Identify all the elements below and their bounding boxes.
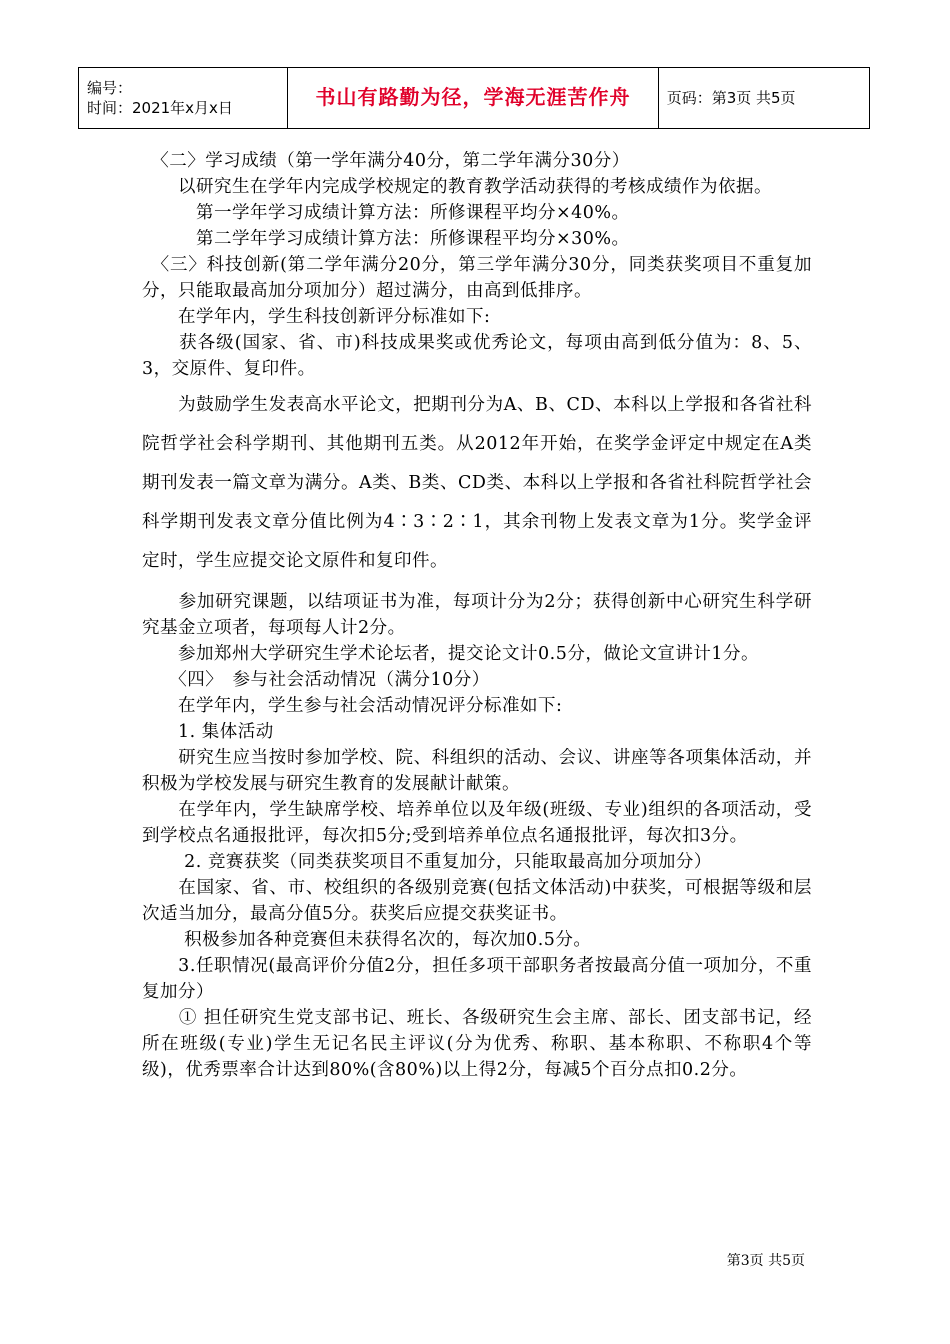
- paragraph: 在学年内，学生缺席学校、培养单位以及年级(班级、专业)组织的各项活动，受到学校点名通报批评，每次扣5分;受到培养单位点名通报批评，每次扣3分。: [142, 800, 812, 846]
- document-header: [78, 67, 870, 129]
- subheading-competition: 2. 竞赛获奖（同类获奖项目不重复加分，只能取最高加分项加分）: [142, 852, 712, 872]
- section-heading-social: 〈四〉 参与社会活动情况（满分10分）: [142, 670, 490, 690]
- subheading-collective: 1. 集体活动: [142, 722, 274, 742]
- paragraph: 研究生应当按时参加学校、院、科组织的活动、会议、讲座等各项集体活动，并积极为学校发展与研究生教育的发展献计献策。: [142, 748, 812, 794]
- paragraph: 获各级(国家、省、市)科技成果奖或优秀论文，每项由高到低分值为：8、5、3，交原件、复印件。: [142, 333, 812, 379]
- paragraph: 在国家、省、市、校组织的各级别竞赛(包括文体活动)中获奖，可根据等级和层次适当加分，最高分值5分。获奖后应提交获奖证书。: [142, 878, 812, 924]
- page-footer: 第3页 共5页: [726, 1253, 805, 1269]
- header-time-label: 时间：2021年x月x日: [87, 99, 233, 117]
- paragraph: 第二学年学习成绩计算方法：所修课程平均分×30%。: [142, 229, 630, 249]
- header-meta-cell: [79, 68, 288, 129]
- paragraph: 参加郑州大学研究生学术论坛者，提交论文计0.5分，做论文宣讲计1分。: [142, 644, 759, 664]
- header-page-label: 页码：第3页 共5页: [666, 89, 796, 107]
- paragraph: 在学年内，学生参与社会活动情况评分标准如下:: [142, 696, 563, 716]
- paragraph-journal-rules: 为鼓励学生发表高水平论文，把期刊分为A、B、CD、本科以上学报和各省社科院哲学社会科学期刊、其他期刊五类。从2012年开始，在奖学金评定中规定在A类期刊发表一篇文章为满分。A类、B类、CD类、本科以上学报和各省社科院哲学社会科学期刊发表文章分值比例为4∶3∶2∶1，其余刊物上发表文章为1分。奖学金评定时，学生应提交论文原件和复印件。: [142, 395, 812, 571]
- header-number-label: 编号：: [87, 79, 133, 97]
- paragraph: 在学年内，学生科技创新评分标准如下:: [142, 307, 491, 327]
- header-motto-cell: [288, 68, 658, 129]
- paragraph: 第一学年学习成绩计算方法：所修课程平均分×40%。: [142, 203, 630, 223]
- paragraph: 积极参加各种竞赛但未获得名次的，每次加0.5分。: [142, 930, 592, 950]
- paragraph: ① 担任研究生党支部书记、班长、各级研究生会主席、部长、团支部书记，经所在班级(专业)学生无记名民主评议(分为优秀、称职、基本称职、不称职4个等级)，优秀票率合计达到80%(含80%)以上得2分，每减5个百分点扣0.2分。: [142, 1008, 812, 1080]
- document-body: [142, 148, 812, 1083]
- paragraph: 以研究生在学年内完成学校规定的教育教学活动获得的考核成绩作为依据。: [142, 177, 772, 197]
- subheading-positions: 3.任职情况(最高评价分值2分，担任多项干部职务者按最高分值一项加分，不重复加分）: [142, 956, 812, 1002]
- section-heading-innovation: 〈三〉科技创新(第二学年满分20分，第三学年满分30分，同类获奖项目不重复加分，只能取最高加分项加分）超过满分，由高到低排序。: [142, 255, 812, 301]
- header-page-cell: [658, 68, 869, 129]
- header-motto: 书山有路勤为径，学海无涯苦作舟: [315, 85, 631, 109]
- paragraph: 参加研究课题，以结项证书为准，每项计分为2分；获得创新中心研究生科学研究基金立项者，每项每人计2分。: [142, 592, 812, 638]
- section-heading-academic: 〈二〉学习成绩（第一学年满分40分，第二学年满分30分）: [142, 151, 630, 171]
